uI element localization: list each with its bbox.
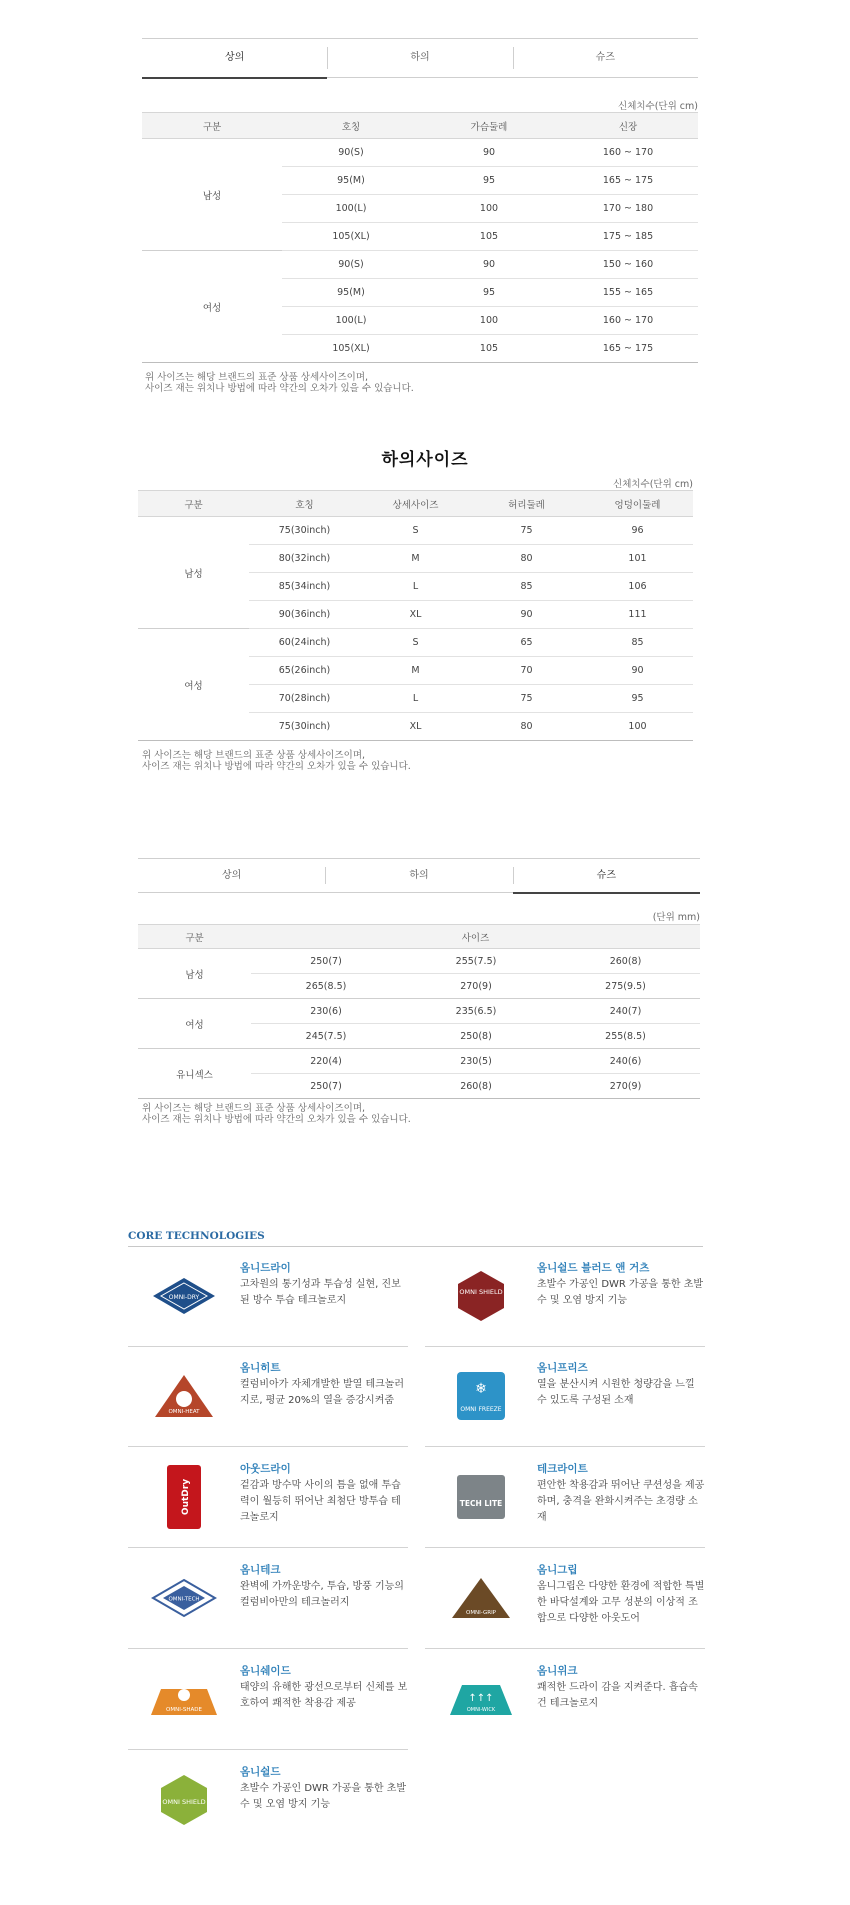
table-cell: 100 <box>582 713 693 741</box>
table-cell: 260(8) <box>551 949 700 974</box>
omni-freeze-icon <box>433 1360 529 1432</box>
techlite-icon <box>433 1461 529 1533</box>
tech-name: 옴니쉐이드 <box>240 1665 291 1677</box>
bottom-unit-label: 신체치수(단위 cm) <box>613 479 693 490</box>
bottom-size-title: 하의사이즈 <box>381 450 469 470</box>
tech-item <box>425 1653 705 1749</box>
table-cell: 90 <box>582 657 693 685</box>
table-cell: 90(S) <box>282 251 420 279</box>
table-cell: 80 <box>471 713 582 741</box>
group-label: 여성 <box>138 999 251 1049</box>
table-cell: 101 <box>582 545 693 573</box>
note-line: 위 사이즈는 해당 브랜드의 표준 상품 상세사이즈이며, <box>145 372 369 383</box>
table-cell: 105 <box>420 223 558 251</box>
table-cell: 100(L) <box>282 195 420 223</box>
tech-name: 테크라이트 <box>537 1463 588 1475</box>
tech-name: 옴니히트 <box>240 1362 281 1374</box>
tech-item <box>425 1552 705 1649</box>
tech-item <box>425 1451 705 1548</box>
table-cell: 240(7) <box>551 999 700 1024</box>
tech-desc: 쾌적한 드라이 감을 지켜준다. 흡습속건 테크놀로지 <box>537 1682 698 1709</box>
note-line: 위 사이즈는 해당 브랜드의 표준 상품 상세사이즈이며, <box>142 750 366 761</box>
bottom-size-table <box>138 490 693 741</box>
table-cell: 235(6.5) <box>401 999 551 1024</box>
table-cell: XL <box>360 601 471 629</box>
col-header: 사이즈 <box>251 925 700 949</box>
tab-bottom[interactable]: 하의 <box>327 39 512 77</box>
table-cell: 270(9) <box>551 1074 700 1099</box>
table-cell: 240(6) <box>551 1049 700 1074</box>
svg-text:OMNI SHIELD: OMNI SHIELD <box>459 1288 503 1296</box>
col-header: 구분 <box>142 113 282 139</box>
tech-item <box>128 1653 408 1750</box>
table-cell: 90(S) <box>282 139 420 167</box>
group-label: 남성 <box>142 139 282 251</box>
table-cell: 70(28inch) <box>249 685 360 713</box>
table-cell: 106 <box>582 573 693 601</box>
omni-shield-blood-guts-icon <box>433 1260 529 1332</box>
col-header: 호칭 <box>282 113 420 139</box>
table-cell: 111 <box>582 601 693 629</box>
table-cell: 90 <box>471 601 582 629</box>
table-cell: 220(4) <box>251 1049 401 1074</box>
tech-item <box>425 1250 705 1347</box>
table-cell: M <box>360 545 471 573</box>
group-label: 여성 <box>138 629 249 741</box>
table-cell: 60(24inch) <box>249 629 360 657</box>
tech-desc: 편안한 착용감과 뛰어난 쿠션성을 제공하며, 충격을 완화시켜주는 초경량 소재 <box>537 1480 705 1523</box>
core-technologies-title: CORE TECHNOLOGIES <box>128 1230 265 1242</box>
table-cell: 150 ~ 160 <box>558 251 698 279</box>
table-cell: 250(7) <box>251 949 401 974</box>
size-note <box>142 1103 411 1125</box>
table-cell: 230(5) <box>401 1049 551 1074</box>
svg-text:❄: ❄ <box>475 1381 487 1397</box>
table-cell: 100 <box>420 307 558 335</box>
group-label: 남성 <box>138 517 249 629</box>
note-line: 사이즈 재는 위치나 방법에 따라 약간의 오차가 있을 수 있습니다. <box>142 1114 411 1125</box>
tech-desc: 겉감과 방수막 사이의 틈을 없애 투습력이 월등히 뛰어난 최첨단 방투습 테크놀로지 <box>240 1480 401 1523</box>
tab-top[interactable]: 상의 <box>142 39 327 77</box>
tech-desc: 고차원의 통기성과 투습성 실현, 진보된 방수 투습 테크놀로지 <box>240 1279 401 1306</box>
tech-item <box>128 1451 408 1548</box>
svg-text:OMNI-GRIP: OMNI-GRIP <box>465 1610 497 1616</box>
table-cell: 75 <box>471 685 582 713</box>
tech-name: 아웃드라이 <box>240 1463 291 1475</box>
tech-item <box>128 1250 408 1347</box>
col-header: 구분 <box>138 925 251 949</box>
table-cell: 170 ~ 180 <box>558 195 698 223</box>
col-header: 신장 <box>558 113 698 139</box>
tech-desc: 옴니그립은 다양한 환경에 적합한 특별한 바닥설계와 고무 성분의 이상적 조합으로 다양한 아웃도어 <box>537 1581 705 1624</box>
table-cell: 96 <box>582 517 693 545</box>
tech-desc: 초발수 가공인 DWR 가공을 통한 초발수 및 오염 방지 기능 <box>537 1279 704 1306</box>
tech-name: 옴니프리즈 <box>537 1362 588 1374</box>
table-cell: 90 <box>420 139 558 167</box>
table-cell: 85 <box>471 573 582 601</box>
table-cell: 260(8) <box>401 1074 551 1099</box>
group-label: 여성 <box>142 251 282 363</box>
omni-shield-icon <box>136 1764 232 1836</box>
table-cell: 250(7) <box>251 1074 401 1099</box>
tech-desc: 태양의 유해한 광선으로부터 신체를 보호하여 쾌적한 착용감 제공 <box>240 1682 408 1709</box>
tech-name: 옴니테크 <box>240 1564 281 1576</box>
table-cell: 65 <box>471 629 582 657</box>
tab-shoes[interactable]: 슈즈 <box>513 39 698 77</box>
top-size-table <box>142 112 698 363</box>
table-cell: 230(6) <box>251 999 401 1024</box>
tech-name: 옴니그립 <box>537 1564 578 1576</box>
table-cell: 105(XL) <box>282 223 420 251</box>
table-cell: 100 <box>420 195 558 223</box>
svg-text:OMNI-DRY: OMNI-DRY <box>168 1294 200 1301</box>
table-cell: 155 ~ 165 <box>558 279 698 307</box>
tech-item <box>128 1754 408 1850</box>
table-cell: 250(8) <box>401 1024 551 1049</box>
table-cell: M <box>360 657 471 685</box>
note-line: 위 사이즈는 해당 브랜드의 표준 상품 상세사이즈이며, <box>142 1103 366 1114</box>
svg-text:↑↑↑: ↑↑↑ <box>468 1693 494 1704</box>
svg-text:OMNI SHIELD: OMNI SHIELD <box>162 1798 206 1806</box>
svg-text:TECH LITE: TECH LITE <box>459 1499 503 1508</box>
size-note <box>142 750 411 772</box>
tech-desc: 컬럼비아가 자체개발한 발열 테크놀러지로, 평균 20%의 열을 증강시켜줌 <box>240 1379 405 1406</box>
table-cell: L <box>360 685 471 713</box>
tech-item <box>425 1350 705 1447</box>
tab-top[interactable]: 상의 <box>222 870 242 881</box>
table-cell: S <box>360 629 471 657</box>
table-cell: 85(34inch) <box>249 573 360 601</box>
table-cell: 265(8.5) <box>251 974 401 999</box>
svg-text:OMNI FREEZE: OMNI FREEZE <box>460 1406 502 1413</box>
note-line: 사이즈 재는 위치나 방법에 따라 약간의 오차가 있을 수 있습니다. <box>145 383 414 394</box>
table-cell: L <box>360 573 471 601</box>
table-cell: 75 <box>471 517 582 545</box>
col-header: 상세사이즈 <box>360 491 471 517</box>
table-cell: 255(8.5) <box>551 1024 700 1049</box>
note-line: 사이즈 재는 위치나 방법에 따라 약간의 오차가 있을 수 있습니다. <box>142 761 411 772</box>
table-cell: 65(26inch) <box>249 657 360 685</box>
size-note <box>145 372 414 394</box>
top-unit-label: 신체치수(단위 cm) <box>618 101 698 112</box>
table-cell: 165 ~ 175 <box>558 167 698 195</box>
outdry-icon <box>136 1461 232 1533</box>
col-header: 가슴둘레 <box>420 113 558 139</box>
tech-item <box>128 1552 408 1649</box>
table-cell: 75(30inch) <box>249 713 360 741</box>
omni-dry-icon <box>136 1260 232 1332</box>
col-header: 호칭 <box>249 491 360 517</box>
table-cell: 95 <box>420 279 558 307</box>
omni-shade-icon <box>136 1663 232 1735</box>
svg-text:OMNI-SHADE: OMNI-SHADE <box>166 1707 202 1713</box>
tech-name: 옴니위크 <box>537 1665 578 1677</box>
table-cell: 165 ~ 175 <box>558 335 698 363</box>
tech-name: 옴니쉴드 블러드 앤 거츠 <box>537 1262 650 1274</box>
tab-shoes[interactable]: 슈즈 <box>513 859 700 892</box>
table-cell: 95(M) <box>282 167 420 195</box>
table-cell: S <box>360 517 471 545</box>
tech-item <box>128 1350 408 1447</box>
table-cell: 95 <box>420 167 558 195</box>
tech-desc: 열을 분산시켜 시원한 청량감을 느낄 수 있도록 구성된 소재 <box>537 1379 695 1406</box>
tech-desc: 초발수 가공인 DWR 가공을 통한 초발수 및 오염 방지 기능 <box>240 1783 407 1810</box>
tech-name: 옴니쉴드 <box>240 1766 281 1778</box>
svg-text:OutDry: OutDry <box>181 1478 191 1516</box>
table-cell: 160 ~ 170 <box>558 307 698 335</box>
table-cell: 105 <box>420 335 558 363</box>
svg-text:OMNI-WICK: OMNI-WICK <box>466 1707 496 1713</box>
omni-tech-icon <box>136 1562 232 1634</box>
col-header: 엉덩이둘레 <box>582 491 693 517</box>
table-cell: 85 <box>582 629 693 657</box>
table-cell: 95(M) <box>282 279 420 307</box>
table-cell: 275(9.5) <box>551 974 700 999</box>
group-label: 남성 <box>138 949 251 999</box>
col-header: 구분 <box>138 491 249 517</box>
table-cell: XL <box>360 713 471 741</box>
omni-grip-icon <box>433 1562 529 1634</box>
shoes-size-table <box>138 924 700 1099</box>
table-cell: 90(36inch) <box>249 601 360 629</box>
group-label: 유니섹스 <box>138 1049 251 1099</box>
table-cell: 175 ~ 185 <box>558 223 698 251</box>
tech-desc: 완벽에 가까운방수, 투습, 방풍 기능의 컬럼비아만의 테크놀러지 <box>240 1581 404 1608</box>
table-cell: 160 ~ 170 <box>558 139 698 167</box>
omni-wick-icon <box>433 1663 529 1735</box>
table-cell: 75(30inch) <box>249 517 360 545</box>
table-cell: 270(9) <box>401 974 551 999</box>
table-cell: 105(XL) <box>282 335 420 363</box>
omni-heat-icon <box>136 1360 232 1432</box>
table-cell: 80(32inch) <box>249 545 360 573</box>
divider <box>128 1246 703 1247</box>
table-cell: 100(L) <box>282 307 420 335</box>
table-cell: 95 <box>582 685 693 713</box>
tab-bottom[interactable]: 하의 <box>325 859 512 892</box>
table-cell: 255(7.5) <box>401 949 551 974</box>
table-cell: 80 <box>471 545 582 573</box>
svg-text:OMNI-HEAT: OMNI-HEAT <box>168 1409 200 1415</box>
table-cell: 90 <box>420 251 558 279</box>
col-header: 허리둘레 <box>471 491 582 517</box>
size-tabs-shoes <box>138 858 700 893</box>
table-cell: 245(7.5) <box>251 1024 401 1049</box>
svg-text:OMNI-TECH: OMNI-TECH <box>168 1596 200 1603</box>
size-tabs-top <box>142 38 698 78</box>
tech-name: 옴니드라이 <box>240 1262 291 1274</box>
table-cell: 70 <box>471 657 582 685</box>
shoes-unit-label: (단위 mm) <box>652 912 700 923</box>
